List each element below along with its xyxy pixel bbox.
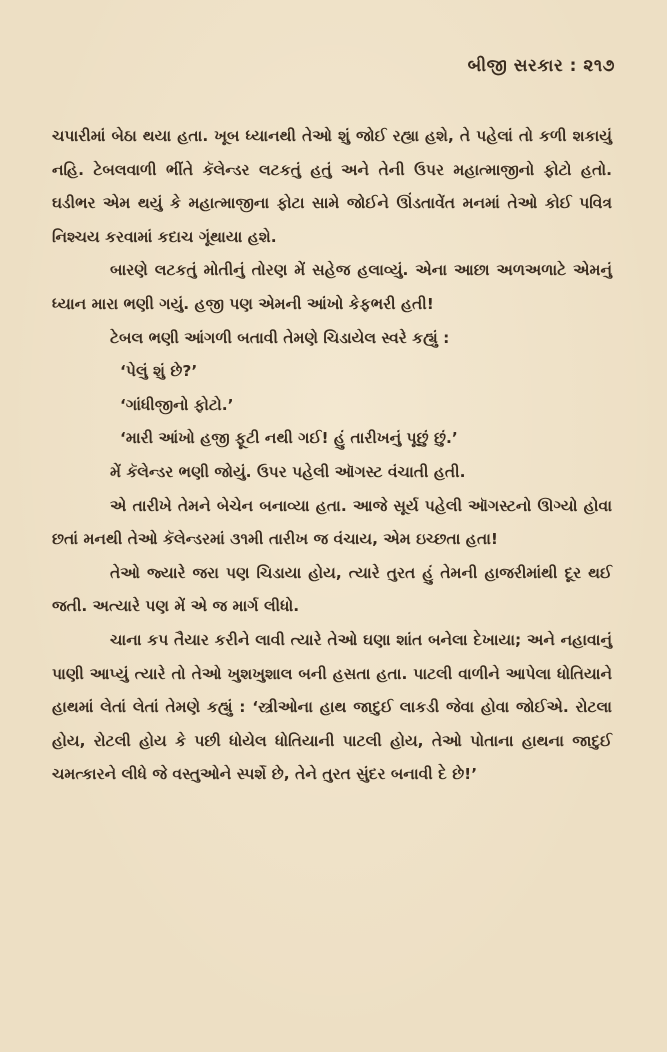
paragraph: મેં કૅલેન્ડર ભણી જોયું. ઉપર પહેલી ઑગસ્ટ વંચાતી હતી. [110, 462, 466, 481]
body-text [52, 120, 612, 792]
dialogue-line: ‘ગાંધીજીનો ફોટો.’ [120, 395, 234, 414]
paragraph: ચપારીમાં બેઠા થયા હતા. ખૂબ ધ્યાનથી તેઓ શું જોઈ રહ્યા હશે, તે પહેલાં તો કળી શકાયું નહિ. ટેબલવાળી ભીંતે કૅલેન્ડર લટકતું હતું અને તેની ઉપર મહાત્માજીનો ફોટો હતો. ઘડીભર એમ થયું કે મહાત્માજીના ફોટા સામે જોઈને ઊંડતાવેંત મનમાં તેઓ કોઈ પવિત્ર નિશ્ચય કરવામાં કદાચ ગૂંથાયા હશે. [52, 127, 612, 246]
dialogue-line: ‘મારી આંખો હજી ફૂટી નથી ગઈ! હું તારીખનું પૂછું છું.’ [120, 429, 458, 448]
paragraph: ચાના કપ તૈયાર કરીને લાવી ત્યારે તેઓ ઘણા શાંત બનેલા દેખાયા; અને નહાવાનું પાણી આપ્યું ત્યારે તો તેઓ ખુશખુશાલ બની હસતા હતા. પાટલી વાળીને આપેલા ધોતિયાને હાથમાં લેતાં લેતાં તેમણે કહ્યું : ‘સ્ત્રીઓના હાથ જાદુઈ લાકડી જેવા હોવા જોઈએ. રોટલા હોય, રોટલી હોય કે પછી ધોયેલ ધોતિયાની પાટલી હોય, તેઓ પોતાના હાથના જાદુઈ ચમત્કારને લીધે જે વસ્તુઓને સ્પર્શે છે, તેને તુરત સુંદર બનાવી દે છે!’ [52, 630, 612, 784]
dialogue-line: ‘પેલું શું છે?’ [120, 362, 198, 381]
running-head: બીજી સરકાર : ૨૧૭ [467, 56, 615, 76]
paragraph: તેઓ જ્યારે જરા પણ ચિડાયા હોય, ત્યારે તુરત હું તેમની હાજરીમાંથી દૂર થઈ જતી. અત્યારે પણ મેં એ જ માર્ગ લીધો. [52, 563, 612, 616]
paragraph: બારણે લટકતું મોતીનું તોરણ મેં સહેજ હલાવ્યું. એના આછા અળઅળાટે એમનું ધ્યાન મારા ભણી ગયું. હજી પણ એમની આંખો કેફભરી હતી! [52, 261, 612, 313]
paragraph: એ તારીખે તેમને બેચેન બનાવ્યા હતા. આજે સૂર્ય પહેલી ઑગસ્ટનો ઊગ્યો હોવા છતાં મનથી તેઓ કૅલેન્ડરમાં ૩૧મી તારીખ જ વંચાય, એમ ઇચ્છતા હતા! [52, 496, 612, 549]
paragraph: ટેબલ ભણી આંગળી બતાવી તેમણે ચિડાયેલ સ્વરે કહ્યું : [110, 328, 450, 347]
